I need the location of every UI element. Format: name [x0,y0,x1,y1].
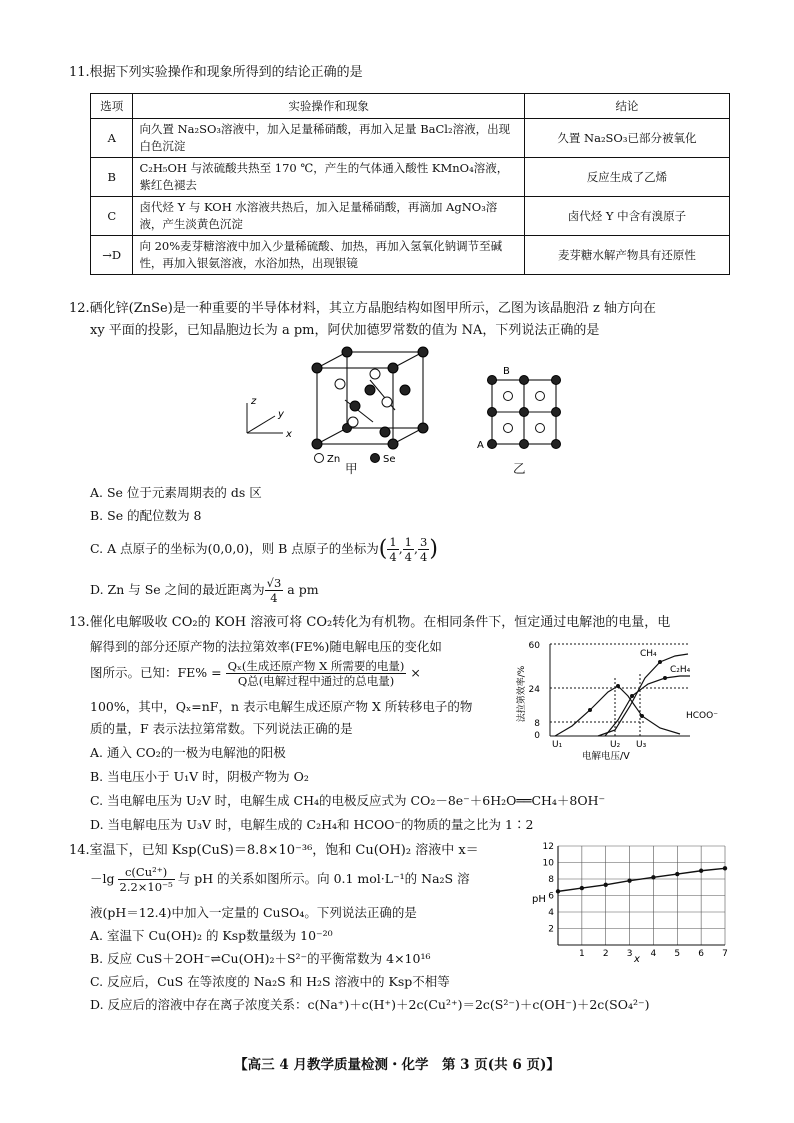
xtick-u1: U₁ [552,740,563,750]
ph-ticks [543,842,728,959]
crystal-figure [235,340,575,480]
q13-option-d: D. 当电解电压为 U₃V 时，电解生成的 C₂H₄和 HCOO⁻的物质的量之比为 1∶2 [90,817,534,832]
ytick-label: 4 [548,908,554,918]
data-point [556,889,560,893]
data-point [675,872,679,876]
fe-ylabel: 法拉第效率/% [517,665,527,723]
xtick-label: 7 [722,949,728,959]
xtick-label: 6 [698,949,705,959]
row-operation: 向久置 Na₂SO₃溶液中，加入足量稀硝酸，再加入足量 BaCl₂溶液，出现白色沉淀 [133,119,524,158]
cube-jia-icon [317,352,423,444]
q14-line2-pre: －lg [90,871,115,886]
q13-option-b: B. 当电压小于 U₁V 时，阴极产物为 O₂ [90,769,309,784]
legend-se: Se [383,454,396,465]
row-option: B [91,158,133,197]
se-atoms-icon [312,347,428,449]
header-operation: 实验操作和现象 [133,94,524,119]
q14-line2 [90,862,470,896]
q13-option-c: C. 当电解电压为 U₂V 时，电解生成 CH₄的电极反应式为 CO₂－8e⁻＋6H₂O══CH₄＋8OH⁻ [90,793,606,808]
table-row [91,119,730,158]
ytick-label: 2 [548,924,554,935]
fig-jia-caption: 甲 [345,461,358,476]
q13-line3: 图所示。已知：FE% = [90,665,222,680]
frac-num: 1 [389,535,397,549]
frac-den: Q总(电解过程中通过的总电量) [237,674,395,688]
legend-zn: Zn [327,454,341,465]
label-ch4: CH₄ [640,649,657,659]
q12-option-b: B. Se 的配位数为 8 [90,508,202,523]
frac-num: √3 [266,576,282,590]
data-point [604,883,608,887]
q12-option-d [90,575,319,605]
header-option: 选项 [91,94,133,119]
ytick-label: 8 [548,875,554,885]
q12-option-c: C. A 点原子的坐标为(0,0,0)，则 B 点原子的坐标为( $\frac{1}{4}$ , $\frac{1}{4}$ , $\frac{3}{4}$ ) [90,535,438,564]
data-point [580,886,584,890]
frac-num: c(Cu²⁺) [118,865,175,880]
table-row [91,197,730,236]
header-conclusion: 结论 [524,94,729,119]
table-row [91,158,730,197]
q13-line2: 解得到的部分还原产物的法拉第效率(FE%)随电解电压的变化如 [90,639,442,654]
se-legend-icon [371,454,380,463]
q12-option-d-text: D. Zn 与 Se 之间的最近距离为 [90,582,265,597]
row-conclusion: 卤代烃 Y 中含有溴原子 [524,197,729,236]
frac-den: 2.2×10⁻⁵ [119,880,173,894]
axis-z-label: z [251,396,257,407]
table-row [91,236,730,275]
q12-line2: xy 平面的投影，已知晶胞边长为 a pm，阿伏加德罗常数的值为 NA，下列说法正确的是 [90,323,600,338]
q14-option-a: A. 室温下 Cu(OH)₂ 的 Ksp数量级为 10⁻²⁰ [90,928,333,943]
axis-x-label: x [286,429,292,440]
frac-num: Qₓ(生成还原产物 X 所需要的电量) [227,659,405,673]
row-option: →D [91,236,133,275]
q14-option-b: B. 反应 CuS＋2OH⁻⇌Cu(OH)₂＋S²⁻的平衡常数为 4×10¹⁶ [90,951,431,966]
ph-series [556,866,727,894]
fe-xlabel: 电解电压/V [582,751,630,762]
q11-title: 11.根据下列实验操作和现象所得到的结论正确的是 [69,65,363,80]
q14-option-d: D. 反应后的溶液中存在离子浓度关系：c(Na⁺)＋c(H⁺)＋2c(Cu²⁺)＝2c(S²⁻)＋c(OH⁻)＋2c(SO₄²⁻) [90,997,650,1012]
frac-den: 4 [419,550,428,564]
ph-grid [558,846,725,945]
fe-chart [510,634,730,762]
ytick-label: 12 [542,842,554,852]
row-option: A [91,119,133,158]
ytick-0: 0 [534,731,540,741]
label-b: B [503,366,510,377]
q14-line1: 14.室温下，已知 Ksp(CuS)＝8.8×10⁻³⁶，饱和 Cu(OH)₂ 溶液中 x＝ [69,843,479,858]
q12-line1: 12.硒化锌(ZnSe)是一种重要的半导体材料，其立方晶胞结构如图甲所示，乙图为该晶胞沿 z 轴方向在 [69,301,656,316]
q12-option-d-unit: a pm [287,582,319,597]
row-operation: 卤代烃 Y 与 KOH 水溶液共热后，加入足量稀硝酸，再滴加 AgNO₃溶液，产生淡黄色沉淀 [133,197,524,236]
q12-option-a: A. Se 位于元素周期表的 ds 区 [90,485,262,500]
xtick-label: 1 [578,949,585,959]
fig-yi-caption: 乙 [513,461,526,476]
zn-legend-icon [315,454,324,463]
row-conclusion: 麦芽糖水解产物具有还原性 [524,236,729,275]
axis-y-label: y [278,409,284,420]
q13-formula [90,656,421,690]
xtick-label: 2 [602,949,609,959]
q13-line1: 13.催化电解吸收 CO₂的 KOH 溶液可将 CO₂转化为有机物。在相同条件下，恒定通过电解池的电量，电 [69,615,671,630]
ph-xlabel: x [634,954,640,965]
q13-option-a: A. 通入 CO₂的一极为电解池的阳极 [90,745,286,760]
q11-table [90,93,730,275]
q14-line2-post: 与 pH 的关系如图所示。向 0.1 mol·L⁻¹的 Na₂S 溶 [177,871,470,886]
row-conclusion: 久置 Na₂SO₃已部分被氧化 [524,119,729,158]
hcoo-curve [555,686,680,736]
row-option: C [91,197,133,236]
zn-atoms-icon [335,369,392,427]
q14-option-c: C. 反应后，CuS 在等浓度的 Na₂S 和 H₂S 溶液中的 Ksp不相等 [90,974,450,989]
xtick-u2: U₂ [610,740,621,750]
frac-num: 1 [404,535,412,549]
label-a: A [477,440,484,451]
frac-den: 4 [270,591,278,605]
label-c2h4: C₂H₄ [670,665,691,675]
ph-ylabel: pH [532,894,546,905]
data-point [699,869,703,873]
frac-den: 4 [389,550,397,564]
xtick-label: 5 [674,949,681,959]
frac-den: 4 [404,550,412,564]
ytick-24: 24 [528,685,540,695]
data-point [651,875,655,879]
table-header-row [91,94,730,119]
ytick-label: 10 [542,858,554,869]
xtick-label: 3 [626,949,633,959]
q13-line5: 质的量，F 表示法拉第常数。下列说法正确的是 [90,721,353,736]
data-point [723,866,727,870]
times-sign: × [410,665,421,680]
page-footer: 【高三 4 月教学质量检测・化学 第 3 页(共 6 页)】 [234,1057,560,1073]
xtick-u3: U₃ [636,740,647,750]
ytick-60: 60 [528,641,540,651]
frac-num: 3 [419,535,428,549]
q14-line3: 液(pH＝12.4)中加入一定量的 CuSO₄。下列说法正确的是 [90,905,417,920]
q13-line4: 100%，其中，Qₓ=nF，n 表示电解生成还原产物 X 所转移电子的物 [90,699,473,714]
label-hcoo: HCOO⁻ [686,711,718,721]
xtick-label: 4 [650,949,657,959]
row-operation: C₂H₅OH 与浓硫酸共热至 170 ℃，产生的气体通入酸性 KMnO₄溶液，紫红色褪去 [133,158,524,197]
data-point [627,878,631,882]
ytick-8: 8 [534,719,540,729]
row-operation: 向 20%麦芽糖溶液中加入少量稀硫酸、加热，再加入氢氧化钠调节至碱性，再加入银氨溶液，水浴加热，出现银镜 [133,236,524,275]
ph-chart [530,840,730,965]
q12-option-c-text: C. A 点原子的坐标为(0,0,0)，则 B 点原子的坐标为 [90,541,379,556]
ytick-label: 6 [548,891,554,902]
row-conclusion: 反应生成了乙烯 [524,158,729,197]
